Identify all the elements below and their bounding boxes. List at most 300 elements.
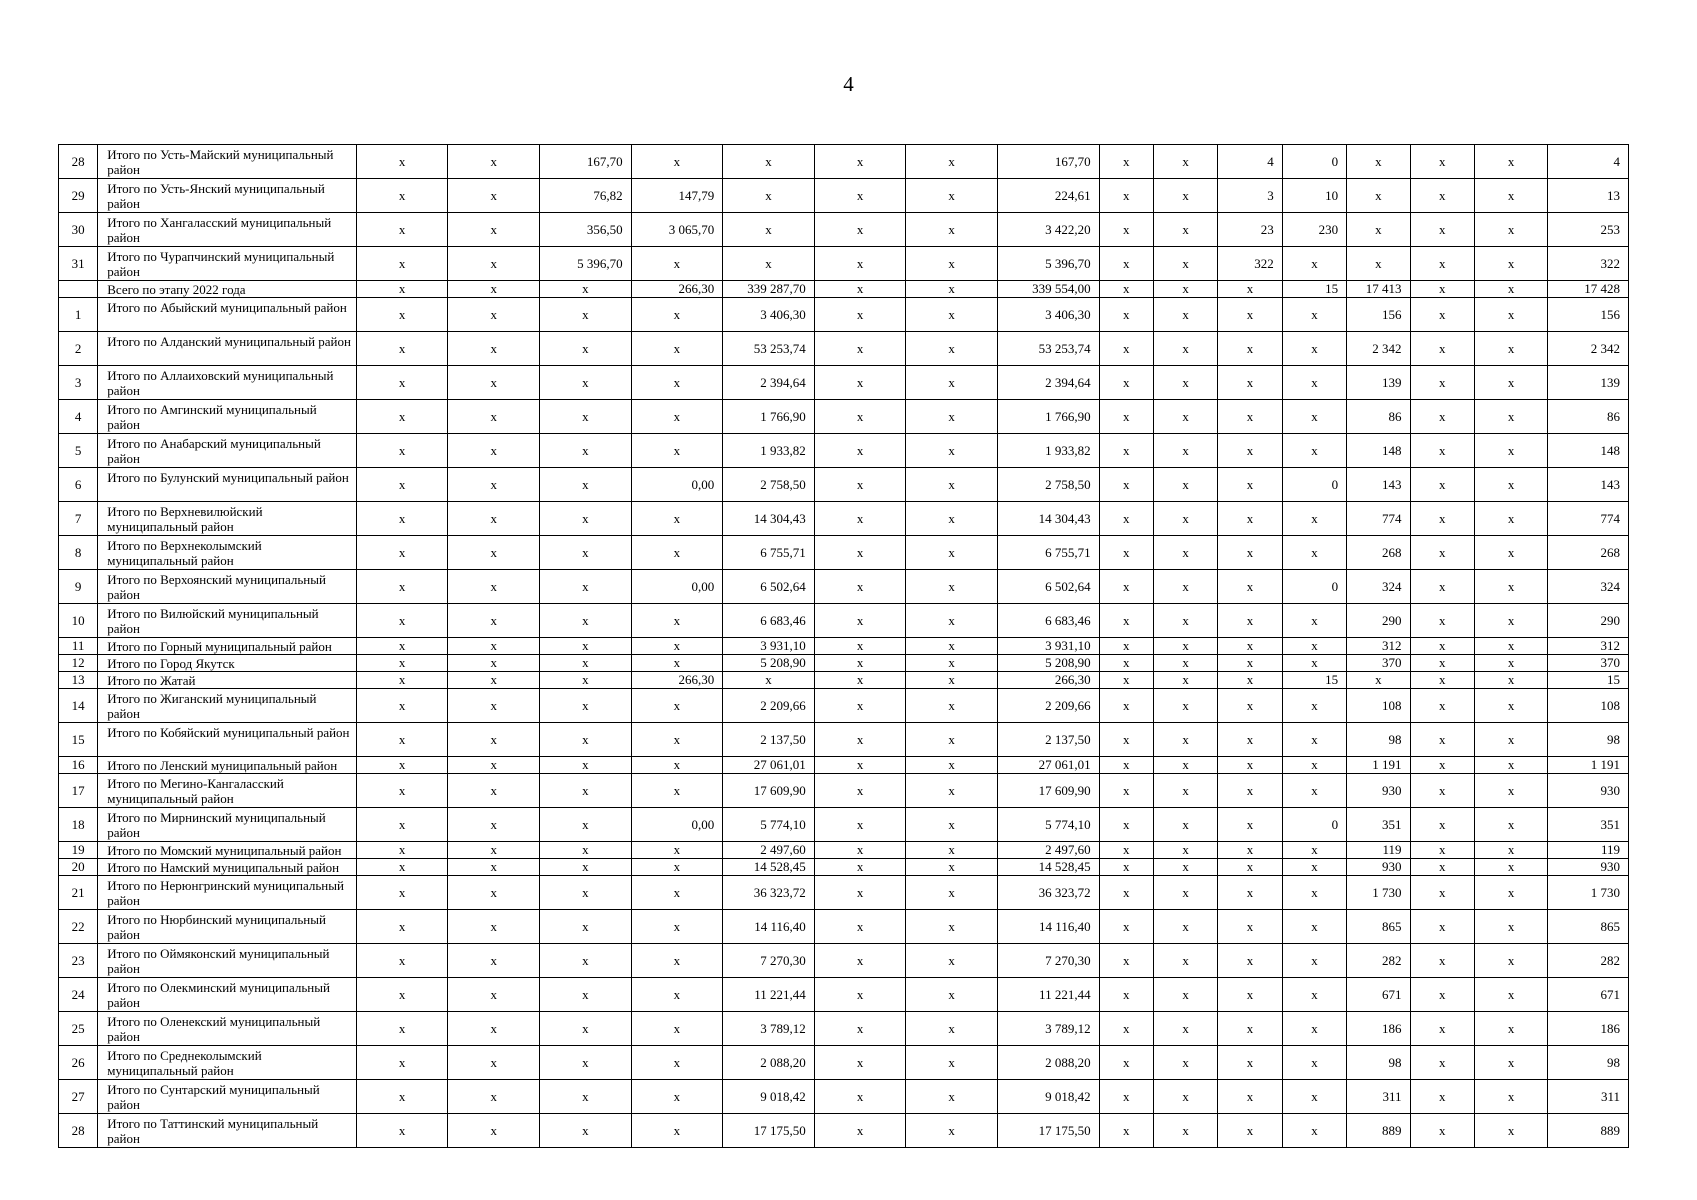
cell-col-3: x bbox=[356, 638, 448, 655]
cell-col-18: 889 bbox=[1548, 1114, 1629, 1148]
cell-col-11: x bbox=[1099, 808, 1153, 842]
cell-col-12: x bbox=[1153, 1114, 1217, 1148]
row-index: 23 bbox=[59, 944, 98, 978]
cell-col-7: 3 789,12 bbox=[723, 1012, 815, 1046]
cell-col-18: 865 bbox=[1548, 910, 1629, 944]
cell-col-12: x bbox=[1153, 672, 1217, 689]
cell-col-14: x bbox=[1282, 366, 1346, 400]
cell-col-8: x bbox=[814, 910, 906, 944]
cell-col-18: 312 bbox=[1548, 638, 1629, 655]
row-name: Итого по Олекминский муниципальный район bbox=[98, 978, 357, 1012]
cell-col-5: x bbox=[540, 400, 632, 434]
cell-col-10: 17 609,90 bbox=[997, 774, 1099, 808]
table-row bbox=[59, 179, 1629, 213]
cell-col-10: 2 137,50 bbox=[997, 723, 1099, 757]
cell-col-4: x bbox=[448, 400, 540, 434]
cell-col-8: x bbox=[814, 842, 906, 859]
cell-col-3: x bbox=[356, 145, 448, 179]
cell-col-5: x bbox=[540, 434, 632, 468]
cell-col-8: x bbox=[814, 502, 906, 536]
cell-col-4: x bbox=[448, 468, 540, 502]
cell-col-14: x bbox=[1282, 638, 1346, 655]
cell-col-4: x bbox=[448, 944, 540, 978]
cell-col-16: x bbox=[1410, 689, 1474, 723]
row-name: Всего по этапу 2022 года bbox=[98, 281, 357, 298]
cell-col-10: 14 116,40 bbox=[997, 910, 1099, 944]
cell-col-16: x bbox=[1410, 757, 1474, 774]
cell-col-13: x bbox=[1218, 536, 1282, 570]
row-index bbox=[59, 281, 98, 298]
cell-col-10: 36 323,72 bbox=[997, 876, 1099, 910]
cell-col-15: 86 bbox=[1347, 400, 1410, 434]
cell-col-12: x bbox=[1153, 145, 1217, 179]
cell-col-16: x bbox=[1410, 774, 1474, 808]
cell-col-14: 230 bbox=[1282, 213, 1346, 247]
cell-col-10: 3 931,10 bbox=[997, 638, 1099, 655]
cell-col-15: 143 bbox=[1347, 468, 1410, 502]
cell-col-3: x bbox=[356, 247, 448, 281]
cell-col-10: 9 018,42 bbox=[997, 1080, 1099, 1114]
cell-col-10: 2 394,64 bbox=[997, 366, 1099, 400]
cell-col-18: 1 191 bbox=[1548, 757, 1629, 774]
cell-col-12: x bbox=[1153, 247, 1217, 281]
cell-col-3: x bbox=[356, 774, 448, 808]
table-row bbox=[59, 145, 1629, 179]
report-body bbox=[59, 145, 1629, 1148]
cell-col-5: x bbox=[540, 1046, 632, 1080]
cell-col-11: x bbox=[1099, 604, 1153, 638]
cell-col-12: x bbox=[1153, 910, 1217, 944]
cell-col-10: 5 774,10 bbox=[997, 808, 1099, 842]
cell-col-17: x bbox=[1474, 1046, 1547, 1080]
table-row bbox=[59, 213, 1629, 247]
cell-col-5: x bbox=[540, 1114, 632, 1148]
row-name: Итого по Жатай bbox=[98, 672, 357, 689]
table-row bbox=[59, 298, 1629, 332]
row-index: 11 bbox=[59, 638, 98, 655]
cell-col-16: x bbox=[1410, 604, 1474, 638]
cell-col-9: x bbox=[906, 859, 998, 876]
cell-col-14: x bbox=[1282, 298, 1346, 332]
cell-col-18: 671 bbox=[1548, 978, 1629, 1012]
cell-col-9: x bbox=[906, 808, 998, 842]
cell-col-16: x bbox=[1410, 978, 1474, 1012]
cell-col-10: 5 396,70 bbox=[997, 247, 1099, 281]
cell-col-7: 9 018,42 bbox=[723, 1080, 815, 1114]
row-index: 4 bbox=[59, 400, 98, 434]
cell-col-18: 13 bbox=[1548, 179, 1629, 213]
row-index: 12 bbox=[59, 655, 98, 672]
cell-col-4: x bbox=[448, 842, 540, 859]
cell-col-17: x bbox=[1474, 400, 1547, 434]
cell-col-18: 370 bbox=[1548, 655, 1629, 672]
cell-col-11: x bbox=[1099, 468, 1153, 502]
cell-col-6: x bbox=[631, 604, 723, 638]
cell-col-14: x bbox=[1282, 604, 1346, 638]
cell-col-18: 148 bbox=[1548, 434, 1629, 468]
cell-col-7: x bbox=[723, 213, 815, 247]
cell-col-7: 17 609,90 bbox=[723, 774, 815, 808]
cell-col-12: x bbox=[1153, 604, 1217, 638]
cell-col-7: 2 497,60 bbox=[723, 842, 815, 859]
cell-col-4: x bbox=[448, 502, 540, 536]
row-index: 28 bbox=[59, 1114, 98, 1148]
cell-col-11: x bbox=[1099, 247, 1153, 281]
cell-col-17: x bbox=[1474, 723, 1547, 757]
cell-col-15: x bbox=[1347, 672, 1410, 689]
cell-col-6: 3 065,70 bbox=[631, 213, 723, 247]
cell-col-10: 6 755,71 bbox=[997, 536, 1099, 570]
cell-col-3: x bbox=[356, 978, 448, 1012]
row-name: Итого по Абыйский муниципальный район bbox=[98, 298, 357, 332]
cell-col-18: 253 bbox=[1548, 213, 1629, 247]
table-row bbox=[59, 978, 1629, 1012]
cell-col-12: x bbox=[1153, 978, 1217, 1012]
row-index: 5 bbox=[59, 434, 98, 468]
row-name: Итого по Сунтарский муниципальный район bbox=[98, 1080, 357, 1114]
table-row bbox=[59, 1046, 1629, 1080]
cell-col-16: x bbox=[1410, 332, 1474, 366]
cell-col-16: x bbox=[1410, 434, 1474, 468]
row-name: Итого по Оленекский муниципальный район bbox=[98, 1012, 357, 1046]
cell-col-5: x bbox=[540, 570, 632, 604]
cell-col-13: x bbox=[1218, 842, 1282, 859]
cell-col-8: x bbox=[814, 366, 906, 400]
cell-col-9: x bbox=[906, 672, 998, 689]
cell-col-7: 2 209,66 bbox=[723, 689, 815, 723]
cell-col-12: x bbox=[1153, 1012, 1217, 1046]
cell-col-8: x bbox=[814, 281, 906, 298]
row-name: Итого по Амгинский муниципальный район bbox=[98, 400, 357, 434]
table-row bbox=[59, 570, 1629, 604]
cell-col-16: x bbox=[1410, 179, 1474, 213]
cell-col-12: x bbox=[1153, 723, 1217, 757]
cell-col-9: x bbox=[906, 842, 998, 859]
cell-col-7: 17 175,50 bbox=[723, 1114, 815, 1148]
cell-col-17: x bbox=[1474, 366, 1547, 400]
cell-col-18: 311 bbox=[1548, 1080, 1629, 1114]
cell-col-5: x bbox=[540, 723, 632, 757]
cell-col-4: x bbox=[448, 604, 540, 638]
row-index: 14 bbox=[59, 689, 98, 723]
cell-col-16: x bbox=[1410, 400, 1474, 434]
cell-col-4: x bbox=[448, 910, 540, 944]
cell-col-4: x bbox=[448, 1114, 540, 1148]
cell-col-17: x bbox=[1474, 298, 1547, 332]
cell-col-14: x bbox=[1282, 757, 1346, 774]
cell-col-18: 774 bbox=[1548, 502, 1629, 536]
cell-col-9: x bbox=[906, 536, 998, 570]
cell-col-17: x bbox=[1474, 876, 1547, 910]
cell-col-18: 351 bbox=[1548, 808, 1629, 842]
cell-col-13: x bbox=[1218, 774, 1282, 808]
cell-col-17: x bbox=[1474, 757, 1547, 774]
cell-col-15: 156 bbox=[1347, 298, 1410, 332]
cell-col-18: 17 428 bbox=[1548, 281, 1629, 298]
cell-col-18: 290 bbox=[1548, 604, 1629, 638]
cell-col-9: x bbox=[906, 145, 998, 179]
cell-col-14: 0 bbox=[1282, 808, 1346, 842]
cell-col-3: x bbox=[356, 655, 448, 672]
cell-col-17: x bbox=[1474, 247, 1547, 281]
cell-col-17: x bbox=[1474, 434, 1547, 468]
cell-col-18: 930 bbox=[1548, 774, 1629, 808]
cell-col-3: x bbox=[356, 570, 448, 604]
cell-col-9: x bbox=[906, 434, 998, 468]
row-name: Итого по Горный муниципальный район bbox=[98, 638, 357, 655]
cell-col-11: x bbox=[1099, 1046, 1153, 1080]
table-row bbox=[59, 672, 1629, 689]
cell-col-8: x bbox=[814, 655, 906, 672]
row-index: 6 bbox=[59, 468, 98, 502]
cell-col-8: x bbox=[814, 179, 906, 213]
cell-col-6: x bbox=[631, 536, 723, 570]
cell-col-9: x bbox=[906, 213, 998, 247]
cell-col-9: x bbox=[906, 468, 998, 502]
cell-col-3: x bbox=[356, 366, 448, 400]
cell-col-7: 14 116,40 bbox=[723, 910, 815, 944]
cell-col-9: x bbox=[906, 1114, 998, 1148]
row-index: 25 bbox=[59, 1012, 98, 1046]
cell-col-12: x bbox=[1153, 1046, 1217, 1080]
cell-col-7: 36 323,72 bbox=[723, 876, 815, 910]
cell-col-16: x bbox=[1410, 1046, 1474, 1080]
cell-col-7: 53 253,74 bbox=[723, 332, 815, 366]
cell-col-10: 5 208,90 bbox=[997, 655, 1099, 672]
cell-col-15: 119 bbox=[1347, 842, 1410, 859]
cell-col-9: x bbox=[906, 179, 998, 213]
cell-col-14: x bbox=[1282, 1114, 1346, 1148]
cell-col-8: x bbox=[814, 944, 906, 978]
cell-col-17: x bbox=[1474, 944, 1547, 978]
cell-col-13: x bbox=[1218, 672, 1282, 689]
cell-col-3: x bbox=[356, 672, 448, 689]
cell-col-11: x bbox=[1099, 1012, 1153, 1046]
row-name: Итого по Среднеколымский муниципальный район bbox=[98, 1046, 357, 1080]
cell-col-14: x bbox=[1282, 944, 1346, 978]
cell-col-15: 268 bbox=[1347, 536, 1410, 570]
cell-col-3: x bbox=[356, 332, 448, 366]
cell-col-10: 1 766,90 bbox=[997, 400, 1099, 434]
cell-col-9: x bbox=[906, 1080, 998, 1114]
cell-col-3: x bbox=[356, 468, 448, 502]
row-index: 8 bbox=[59, 536, 98, 570]
cell-col-18: 4 bbox=[1548, 145, 1629, 179]
cell-col-12: x bbox=[1153, 298, 1217, 332]
cell-col-6: x bbox=[631, 774, 723, 808]
cell-col-18: 268 bbox=[1548, 536, 1629, 570]
cell-col-8: x bbox=[814, 672, 906, 689]
cell-col-15: 139 bbox=[1347, 366, 1410, 400]
cell-col-13: x bbox=[1218, 1114, 1282, 1148]
table-row bbox=[59, 281, 1629, 298]
cell-col-11: x bbox=[1099, 570, 1153, 604]
cell-col-3: x bbox=[356, 876, 448, 910]
row-index: 28 bbox=[59, 145, 98, 179]
cell-col-17: x bbox=[1474, 672, 1547, 689]
cell-col-17: x bbox=[1474, 1080, 1547, 1114]
cell-col-4: x bbox=[448, 655, 540, 672]
table-row bbox=[59, 842, 1629, 859]
cell-col-18: 322 bbox=[1548, 247, 1629, 281]
cell-col-8: x bbox=[814, 1114, 906, 1148]
cell-col-16: x bbox=[1410, 366, 1474, 400]
cell-col-5: x bbox=[540, 876, 632, 910]
cell-col-6: x bbox=[631, 1114, 723, 1148]
table-row bbox=[59, 910, 1629, 944]
cell-col-16: x bbox=[1410, 502, 1474, 536]
table-row bbox=[59, 876, 1629, 910]
row-name: Итого по Город Якутск bbox=[98, 655, 357, 672]
cell-col-5: x bbox=[540, 859, 632, 876]
cell-col-12: x bbox=[1153, 859, 1217, 876]
cell-col-8: x bbox=[814, 978, 906, 1012]
cell-col-18: 86 bbox=[1548, 400, 1629, 434]
cell-col-10: 7 270,30 bbox=[997, 944, 1099, 978]
cell-col-8: x bbox=[814, 638, 906, 655]
cell-col-11: x bbox=[1099, 213, 1153, 247]
cell-col-9: x bbox=[906, 655, 998, 672]
cell-col-4: x bbox=[448, 281, 540, 298]
cell-col-15: 351 bbox=[1347, 808, 1410, 842]
cell-col-18: 98 bbox=[1548, 723, 1629, 757]
cell-col-15: 1 191 bbox=[1347, 757, 1410, 774]
cell-col-9: x bbox=[906, 604, 998, 638]
cell-col-17: x bbox=[1474, 604, 1547, 638]
cell-col-16: x bbox=[1410, 638, 1474, 655]
cell-col-14: x bbox=[1282, 434, 1346, 468]
cell-col-15: x bbox=[1347, 179, 1410, 213]
cell-col-9: x bbox=[906, 570, 998, 604]
table-row bbox=[59, 774, 1629, 808]
cell-col-9: x bbox=[906, 723, 998, 757]
cell-col-17: x bbox=[1474, 655, 1547, 672]
cell-col-9: x bbox=[906, 281, 998, 298]
cell-col-5: x bbox=[540, 604, 632, 638]
cell-col-3: x bbox=[356, 910, 448, 944]
cell-col-10: 3 789,12 bbox=[997, 1012, 1099, 1046]
cell-col-6: x bbox=[631, 978, 723, 1012]
cell-col-9: x bbox=[906, 1012, 998, 1046]
cell-col-7: 14 528,45 bbox=[723, 859, 815, 876]
cell-col-17: x bbox=[1474, 859, 1547, 876]
cell-col-13: x bbox=[1218, 298, 1282, 332]
cell-col-10: 53 253,74 bbox=[997, 332, 1099, 366]
cell-col-6: x bbox=[631, 434, 723, 468]
cell-col-14: 15 bbox=[1282, 672, 1346, 689]
cell-col-4: x bbox=[448, 757, 540, 774]
cell-col-9: x bbox=[906, 689, 998, 723]
cell-col-6: x bbox=[631, 944, 723, 978]
cell-col-10: 266,30 bbox=[997, 672, 1099, 689]
row-index: 20 bbox=[59, 859, 98, 876]
cell-col-11: x bbox=[1099, 434, 1153, 468]
cell-col-8: x bbox=[814, 298, 906, 332]
cell-col-12: x bbox=[1153, 179, 1217, 213]
cell-col-14: 10 bbox=[1282, 179, 1346, 213]
cell-col-8: x bbox=[814, 1012, 906, 1046]
cell-col-7: 2 758,50 bbox=[723, 468, 815, 502]
cell-col-17: x bbox=[1474, 774, 1547, 808]
cell-col-4: x bbox=[448, 1046, 540, 1080]
cell-col-6: 266,30 bbox=[631, 281, 723, 298]
cell-col-5: x bbox=[540, 502, 632, 536]
cell-col-7: x bbox=[723, 672, 815, 689]
cell-col-8: x bbox=[814, 1046, 906, 1080]
cell-col-13: x bbox=[1218, 400, 1282, 434]
cell-col-4: x bbox=[448, 859, 540, 876]
cell-col-6: x bbox=[631, 1080, 723, 1114]
cell-col-11: x bbox=[1099, 910, 1153, 944]
cell-col-16: x bbox=[1410, 808, 1474, 842]
cell-col-18: 156 bbox=[1548, 298, 1629, 332]
cell-col-10: 11 221,44 bbox=[997, 978, 1099, 1012]
cell-col-4: x bbox=[448, 247, 540, 281]
cell-col-7: 6 683,46 bbox=[723, 604, 815, 638]
cell-col-16: x bbox=[1410, 145, 1474, 179]
table-row bbox=[59, 723, 1629, 757]
table-row bbox=[59, 1080, 1629, 1114]
cell-col-7: 3 406,30 bbox=[723, 298, 815, 332]
cell-col-7: 6 755,71 bbox=[723, 536, 815, 570]
cell-col-10: 2 209,66 bbox=[997, 689, 1099, 723]
cell-col-3: x bbox=[356, 1012, 448, 1046]
cell-col-8: x bbox=[814, 536, 906, 570]
cell-col-11: x bbox=[1099, 876, 1153, 910]
table-row bbox=[59, 1012, 1629, 1046]
cell-col-18: 2 342 bbox=[1548, 332, 1629, 366]
cell-col-5: x bbox=[540, 689, 632, 723]
cell-col-11: x bbox=[1099, 655, 1153, 672]
cell-col-5: 167,70 bbox=[540, 145, 632, 179]
cell-col-14: x bbox=[1282, 536, 1346, 570]
cell-col-18: 186 bbox=[1548, 1012, 1629, 1046]
cell-col-13: 23 bbox=[1218, 213, 1282, 247]
cell-col-10: 2 758,50 bbox=[997, 468, 1099, 502]
cell-col-5: x bbox=[540, 638, 632, 655]
cell-col-8: x bbox=[814, 468, 906, 502]
cell-col-12: x bbox=[1153, 1080, 1217, 1114]
row-index: 9 bbox=[59, 570, 98, 604]
cell-col-17: x bbox=[1474, 638, 1547, 655]
cell-col-11: x bbox=[1099, 842, 1153, 859]
row-name: Итого по Булунский муниципальный район bbox=[98, 468, 357, 502]
cell-col-14: x bbox=[1282, 1012, 1346, 1046]
table-row bbox=[59, 468, 1629, 502]
cell-col-5: x bbox=[540, 298, 632, 332]
cell-col-6: x bbox=[631, 910, 723, 944]
cell-col-16: x bbox=[1410, 570, 1474, 604]
cell-col-7: 6 502,64 bbox=[723, 570, 815, 604]
cell-col-16: x bbox=[1410, 1080, 1474, 1114]
cell-col-9: x bbox=[906, 400, 998, 434]
cell-col-14: 0 bbox=[1282, 570, 1346, 604]
cell-col-13: x bbox=[1218, 808, 1282, 842]
cell-col-3: x bbox=[356, 604, 448, 638]
cell-col-3: x bbox=[356, 757, 448, 774]
row-name: Итого по Усть-Майский муниципальный район bbox=[98, 145, 357, 179]
cell-col-15: 282 bbox=[1347, 944, 1410, 978]
cell-col-16: x bbox=[1410, 876, 1474, 910]
cell-col-6: x bbox=[631, 332, 723, 366]
cell-col-7: 2 394,64 bbox=[723, 366, 815, 400]
cell-col-7: 7 270,30 bbox=[723, 944, 815, 978]
cell-col-9: x bbox=[906, 502, 998, 536]
cell-col-12: x bbox=[1153, 774, 1217, 808]
cell-col-14: x bbox=[1282, 876, 1346, 910]
report-table bbox=[58, 144, 1629, 1148]
row-name: Итого по Анабарский муниципальный район bbox=[98, 434, 357, 468]
